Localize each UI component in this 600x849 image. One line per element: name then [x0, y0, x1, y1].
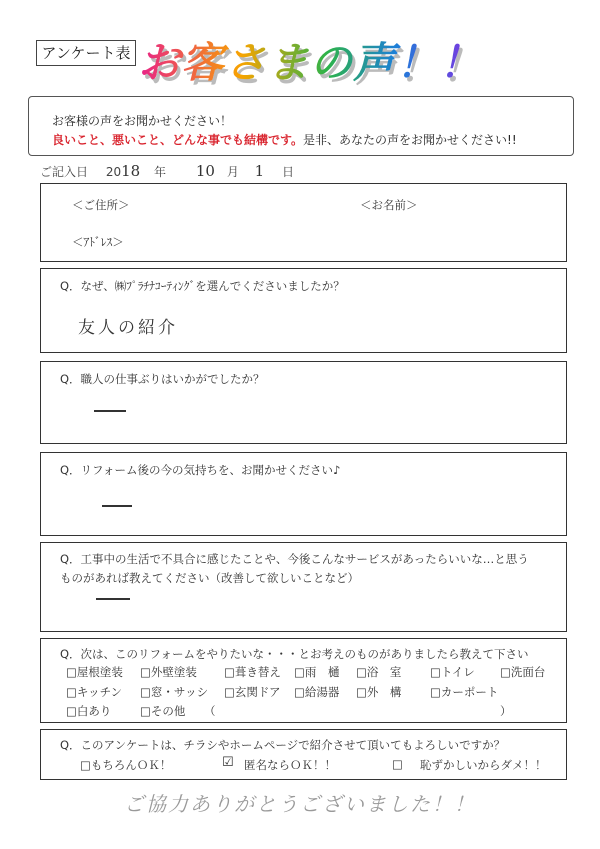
option-carport[interactable]: □カーポート	[430, 685, 499, 699]
option-front-door[interactable]: □玄関ドア	[224, 685, 281, 699]
email-label: ＜ｱﾄﾞﾚｽ＞	[72, 235, 124, 249]
intro-line-2	[52, 131, 517, 148]
option-exterior[interactable]: □外 構	[356, 685, 402, 699]
consent-ok[interactable]: □もちろんＯＫ！	[80, 758, 172, 772]
option-termite[interactable]: □白あり	[66, 704, 112, 718]
option-gutter[interactable]: □雨 樋	[294, 665, 340, 679]
date-row	[40, 162, 294, 180]
question-4-line-1: Q．工事中の生活で不具合に感じたことや、今後こんなサービスがあったらいいな…と思う	[60, 552, 529, 566]
answer-3-dash[interactable]	[102, 505, 132, 507]
option-reroofing[interactable]: □葺き替え	[224, 665, 281, 679]
option-toilet[interactable]: □トイレ	[430, 665, 475, 679]
answer-2-dash[interactable]	[94, 410, 126, 412]
other-paren-open: （	[204, 704, 216, 718]
name-label: ＜お名前＞	[360, 198, 418, 212]
date-day-value[interactable]: 1	[254, 162, 265, 180]
question-5: Q．次は、このリフォームをやりたいな・・・とお考えのものがありましたら教えて下さい	[60, 647, 529, 661]
question-1: Q．なぜ、㈱ﾌﾟﾗﾁﾅｺｰﾃｨﾝｸﾞを選んでくださいましたか？	[60, 279, 345, 293]
survey-tag: アンケート表	[36, 40, 136, 66]
date-year-prefix: 20	[105, 165, 122, 179]
answer-1[interactable]: 友人の紹介	[78, 318, 178, 338]
consent-ng[interactable]: 恥ずかしいからダメ！！	[420, 758, 547, 772]
question-2: Q．職人の仕事ぶりはいかがでしたか？	[60, 372, 265, 386]
intro-line-1: お客様の声をお聞かせください！	[52, 114, 233, 128]
date-label: ご記入日	[40, 165, 89, 179]
customer-info-box	[40, 183, 567, 262]
consent-anonymous[interactable]: 匿名ならＯＫ！！	[244, 758, 336, 772]
option-water-heater[interactable]: □給湯器	[294, 685, 340, 699]
consent-anonymous-checkbox[interactable]: ☑	[222, 755, 234, 770]
question-4-line-2: ものがあれば教えてください（改善して欲しいことなど）	[60, 571, 359, 585]
option-kitchen[interactable]: □キッチン	[66, 685, 123, 699]
other-paren-close: ）	[500, 704, 512, 718]
option-window[interactable]: □窓・サッシ	[140, 685, 209, 699]
address-label: ＜ご住所＞	[72, 198, 130, 212]
page-title: お客さまの声！！	[138, 30, 482, 90]
consent-ng-checkbox[interactable]: □	[392, 757, 403, 771]
date-month-label: 月	[226, 165, 239, 179]
intro-emphasis: 良いこと、悪いこと、どんな事でも結構です。	[52, 133, 304, 147]
option-roof-paint[interactable]: □屋根塗装	[66, 665, 123, 679]
option-bathroom[interactable]: □浴 室	[356, 665, 402, 679]
date-year-label: 年	[154, 165, 167, 179]
option-wall-paint[interactable]: □外壁塗装	[140, 665, 197, 679]
option-washbasin[interactable]: □洗面台	[500, 665, 546, 679]
thank-you-footer: ご協力ありがとうございました！！	[124, 792, 476, 816]
answer-4-dash[interactable]	[96, 598, 130, 600]
intro-rest: 是非、あなたの声をお聞かせください!!	[303, 133, 517, 147]
question-3: Q．リフォーム後の今の気持ちを、お聞かせください♪	[60, 463, 341, 477]
option-other[interactable]: □その他	[140, 704, 186, 718]
question-6: Q．このアンケートは、チラシやホームページで紹介させて頂いてもよろしいですか？	[60, 738, 506, 752]
date-day-label: 日	[282, 165, 295, 179]
date-year-value[interactable]: 18	[121, 162, 141, 180]
date-month-value[interactable]: 10	[195, 162, 215, 180]
